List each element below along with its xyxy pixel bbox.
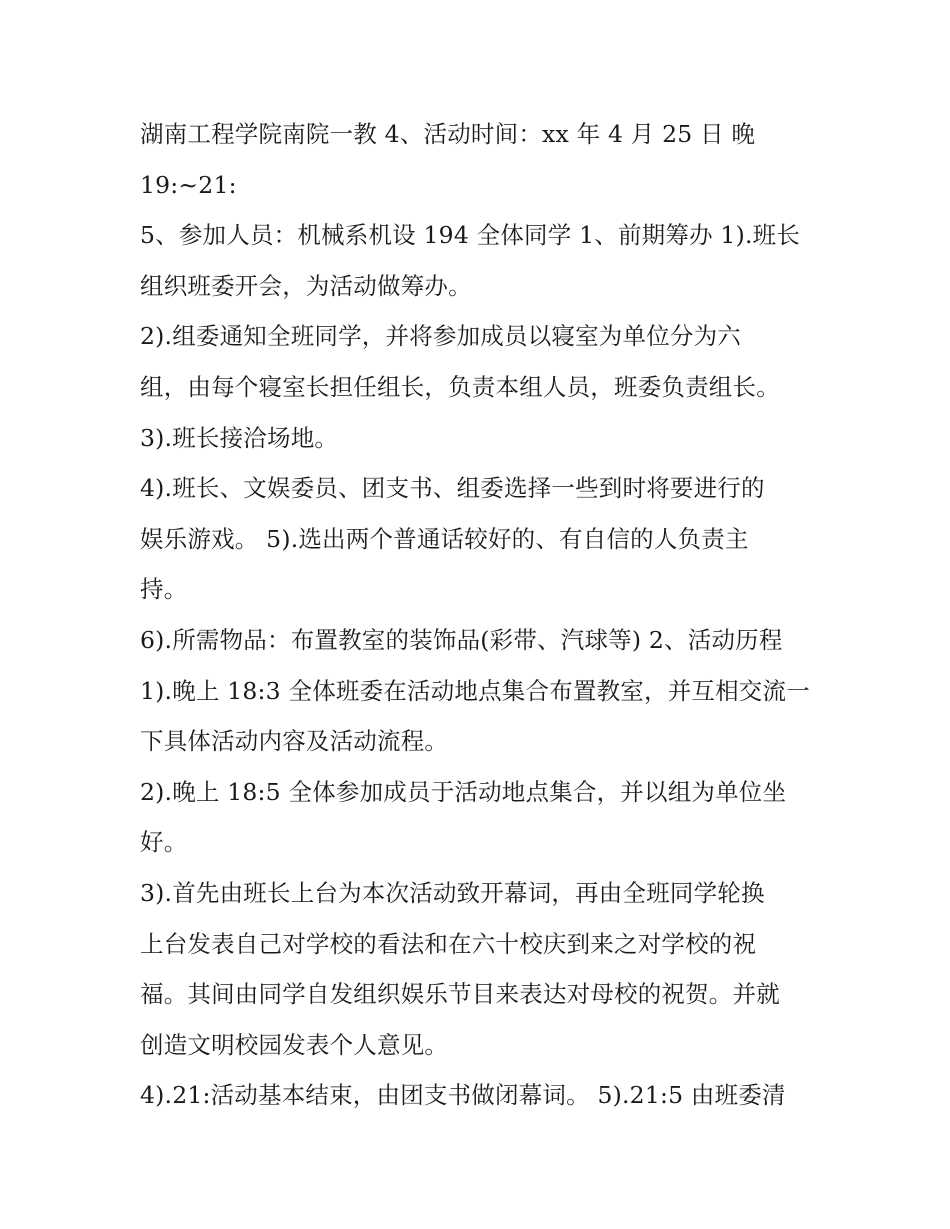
text-line: 3).班长接洽场地。 bbox=[140, 423, 339, 452]
text-line: 4).21:活动基本结束，由团支书做闭幕词。 5).21:5 由班委清 bbox=[140, 1081, 786, 1110]
document-body bbox=[140, 109, 830, 1121]
text-line: 5、参加人员：机械系机设 194 全体同学 1、前期筹办 1).班长 bbox=[140, 221, 801, 250]
text-line: 下具体活动内容及活动流程。 bbox=[140, 727, 449, 756]
text-line: 持。 bbox=[140, 575, 188, 604]
text-line: 1).晚上 18:3 全体班委在活动地点集合布置教室，并互相交流一 bbox=[140, 676, 810, 705]
text-line: 娱乐游戏。 5).选出两个普通话较好的、有自信的人负责主 bbox=[140, 524, 749, 553]
text-line: 湖南工程学院南院一教 4、活动时间：xx 年 4 月 25 日 晚 bbox=[140, 120, 756, 148]
text-line: 2).组委通知全班同学，并将参加成员以寝室为单位分为六 bbox=[140, 322, 741, 351]
text-line: 6).所需物品：布置教室的装饰品(彩带、汽球等) 2、活动历程 bbox=[140, 625, 783, 654]
text-line: 福。其间由同学自发组织娱乐节目来表达对母校的祝贺。并就 bbox=[140, 980, 780, 1009]
text-line: 组织班委开会，为活动做筹办。 bbox=[140, 271, 472, 300]
text-line: 3).首先由班长上台为本次活动致开幕词，再由全班同学轮换 bbox=[140, 878, 765, 907]
text-line: 上台发表自己对学校的看法和在六十校庆到来之对学校的祝 bbox=[140, 929, 757, 958]
text-line: 4).班长、文娱委员、团支书、组委选择一些到时将要进行的 bbox=[140, 474, 765, 503]
text-line: 好。 bbox=[140, 828, 188, 857]
text-line: 创造文明校园发表个人意见。 bbox=[140, 1030, 449, 1059]
text-line: 2).晚上 18:5 全体参加成员于活动地点集合，并以组为单位坐 bbox=[140, 777, 787, 806]
text-line: 组，由每个寝室长担任组长，负责本组人员，班委负责组长。 bbox=[140, 372, 780, 401]
text-line: 19:~21: bbox=[140, 170, 237, 199]
